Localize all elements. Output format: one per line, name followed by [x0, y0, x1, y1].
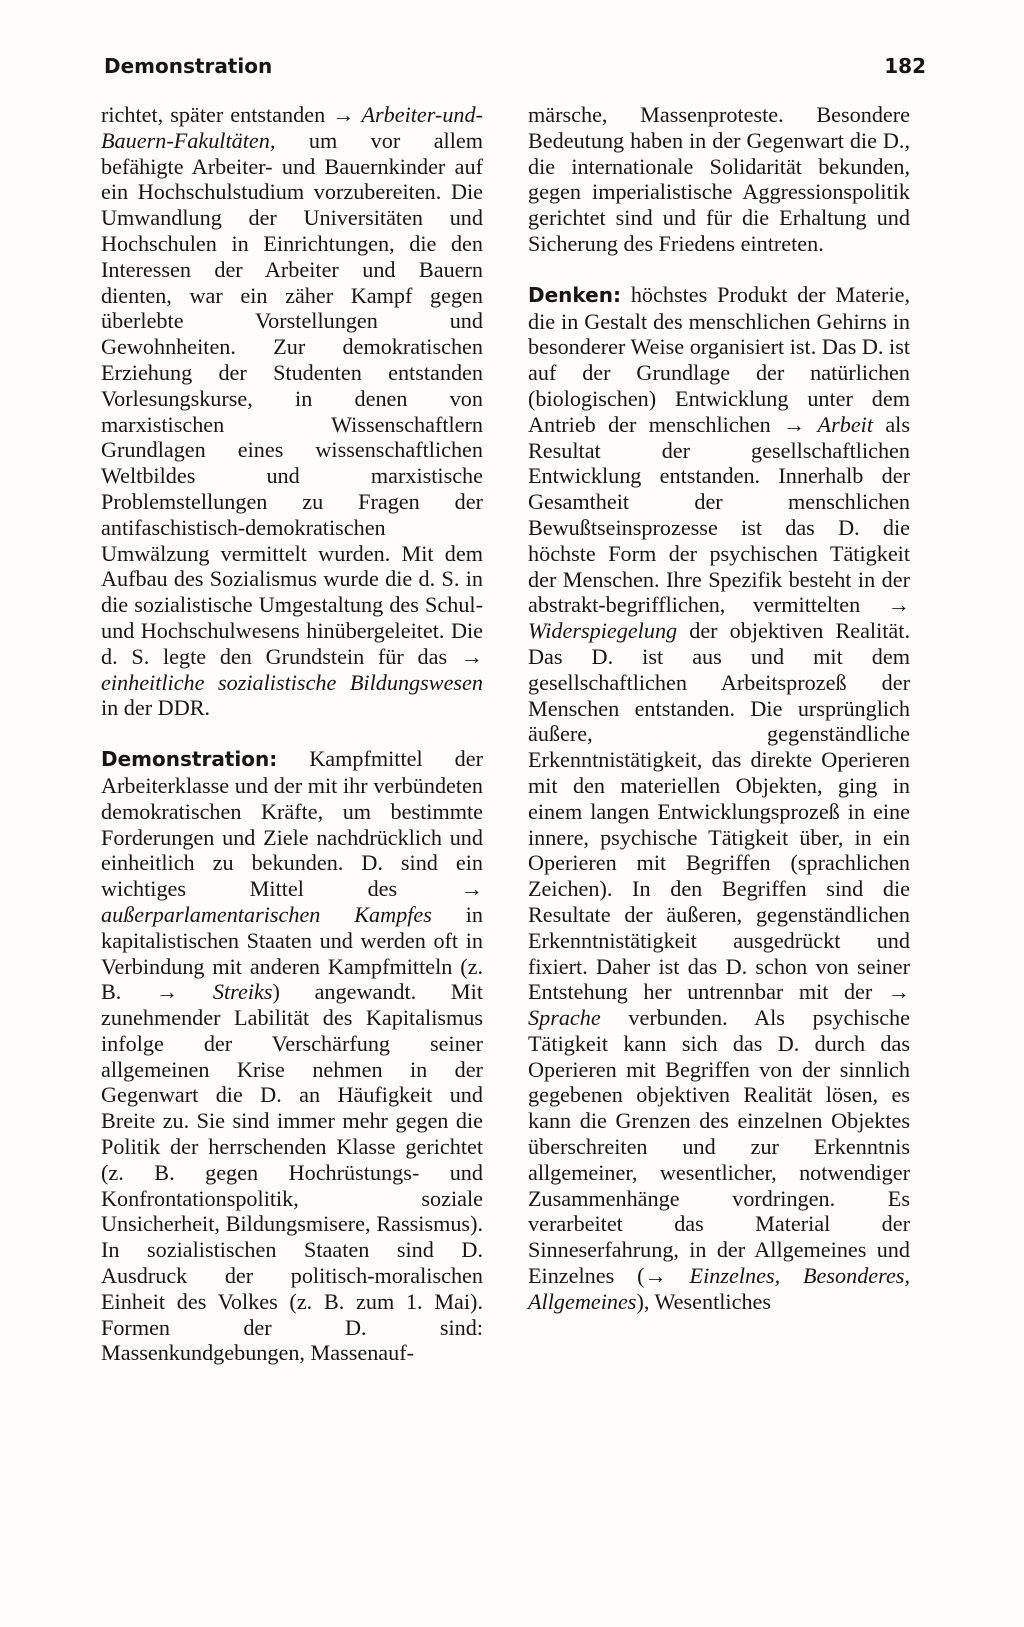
- cross-reference: Sprache: [528, 1005, 601, 1031]
- entry-demonstration: [101, 746, 483, 1366]
- entry-denken: [528, 282, 910, 1315]
- paragraph-continued: [528, 102, 910, 257]
- running-header: [104, 54, 926, 84]
- body-text: richtet, später entstanden →: [101, 102, 362, 127]
- cross-reference: Widerspiegelung: [528, 618, 678, 644]
- body-text: als Resultat der gesellschaftlichen Entwicklung entstanden. Innerhalb der Gesamtheit der menschlichen Bewußtseinsprozesse ist das D. die höchste Form der psychischen Tätigkeit der Menschen. Ihre Spezifik besteht in der abstrakt-begrifflichen, vermittelten →: [528, 411, 910, 618]
- body-text: höchstes Produkt der Materie, die in Gestalt des menschlichen Gehirns in besonderer Weise organisiert ist. Das D. ist auf der Grundlage der natürlichen (biologischen) Entwicklung unter dem Antrieb der menschlichen →: [528, 281, 910, 437]
- cross-reference: Arbeiter-und-Bauern-Fakultäten,: [101, 102, 483, 153]
- cross-reference: außerparlamentarischen Kampfes: [101, 901, 432, 927]
- running-head-title: Demonstration: [104, 54, 273, 78]
- paragraph-continued: [101, 102, 483, 721]
- right-column: [528, 102, 910, 1315]
- left-column: [101, 102, 483, 1366]
- body-text: Kampfmittel der Arbeiterklasse und der mit ihr verbündeten demokratischen Kräfte, um bestimmte Forderungen und Ziele nachdrücklich und einheitlich zu bekunden. D. sind ein wichtiges Mittel des →: [101, 746, 483, 902]
- body-text: in der DDR.: [101, 695, 211, 721]
- body-text: märsche, Massenproteste. Besondere Bedeutung haben in der Gegenwart die D., die internationale Solidarität bekunden, gegen imperialistische Aggressionspolitik gerichtet sind und für die Erhaltung und Sicherung des Friedens eintreten.: [528, 102, 910, 256]
- body-text: verbunden. Als psychische Tätigkeit kann sich das D. durch das Operieren mit Begriffen von der sinnlich gegebenen objektiven Realität lösen, es kann die Grenzen des einzelnen Objektes überschreiten und zur Erkenntnis allgemeiner, wesentlicher, notwendiger Zusammenhänge vordringen. Es verarbeitet das Material der Sinneserfahrung, in der Allgemeines und Einzelnes (→: [528, 1005, 910, 1289]
- cross-reference: Streiks: [212, 979, 273, 1005]
- entry-keyword: Demonstration:: [101, 747, 278, 772]
- entry-keyword: Denken:: [528, 282, 621, 307]
- cross-reference: einheitliche sozialistische Bildungswesen: [101, 669, 483, 695]
- body-text: um vor allem befähigte Arbeiter- und Bauernkinder auf ein Hochschulstudium vorzubereiten. Die Umwandlung der Universitäten und Hochschulen in Einrichtungen, die den Interessen der Arbeiter und Bauern dienten, war ein zäher Kampf gegen überlebte Vorstellungen und Gewohnheiten. Zur demokratischen Erziehung der Studenten entstanden Vorlesungskurse, in denen von marxistischen Wissenschaftlern Grundlagen eines wissenschaftlichen Weltbildes und marxistische Problemstellungen zu Fragen der antifaschistisch-demokratischen Umwälzung vermittelt wurden. Mit dem Aufbau des Sozialismus wurde die d. S. in die sozialistische Umgestaltung des Schul- und Hochschulwesens hinübergeleitet. Die d. S. legte den Grundstein für das →: [101, 127, 483, 669]
- page-number: 182: [884, 54, 926, 78]
- cross-reference: Arbeit: [817, 411, 874, 437]
- cross-reference: Einzelnes, Besonderes, Allgemeines: [528, 1263, 910, 1314]
- body-text: ), Wesentliches: [636, 1288, 772, 1314]
- body-text: ) angewandt. Mit zunehmender Labilität des Kapitalismus infolge der Verschärfung seiner allgemeinen Krise nehmen in der Gegenwart die D. an Häufigkeit und Breite zu. Sie sind immer mehr gegen die Politik der herrschenden Klasse gerichtet (z. B. gegen Hochrüstungs- und Konfrontationspolitik, soziale Unsicherheit, Bildungsmisere, Rassismus). In sozialistischen Staaten sind D. Ausdruck der politisch-moralischen Einheit des Volkes (z. B. zum 1. Mai). Formen der D. sind: Massenkundgebungen, Massenauf-: [101, 979, 483, 1366]
- body-text: der objektiven Realität. Das D. ist aus und mit dem gesellschaftlichen Arbeitsprozeß der Menschen entstanden. Die ursprünglich äußere, gegenständliche Erkenntnistätigkeit, das direkte Operieren mit den materiellen Objekten, ging in einem langen Entwicklungsprozeß in eine innere, psychische Tätigkeit über, in ein Operieren mit Begriffen (sprachlichen Zeichen). In den Begriffen sind die Resultate der äußeren, gegenständlichen Erkenntnistätigkeit ausgedrückt und fixiert. Daher ist das D. schon von seiner Entstehung her untrennbar mit der →: [528, 618, 910, 1005]
- body-text: in kapitalistischen Staaten und werden oft in Verbindung mit anderen Kampfmitteln (z. B. →: [101, 901, 483, 1005]
